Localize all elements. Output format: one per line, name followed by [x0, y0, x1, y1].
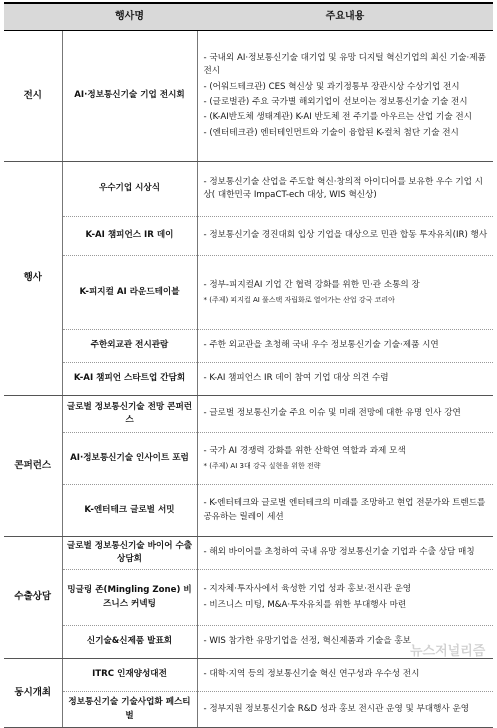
- event-name: AI·정보통신기술 인사이트 포럼: [62, 433, 197, 485]
- content-line: - 글로벌 정보통신기술 주요 이슈 및 미래 전망에 대한 유명 인사 강연: [203, 408, 461, 419]
- content-line: - 지자체·투자사에서 육성한 기업 성과 홍보·전시관 운영: [203, 584, 412, 595]
- category-cell: 동시개최: [4, 659, 62, 728]
- header-event-name: 행사명: [62, 3, 197, 31]
- event-content: [197, 570, 493, 626]
- event-name: 글로벌 정보통신기술 전망 콘퍼런스: [62, 396, 197, 433]
- table-row: [4, 256, 493, 330]
- table-row: [4, 217, 493, 256]
- event-name: 주한외교관 전시관람: [62, 330, 197, 363]
- content-line: - K-엔터테크와 글로벌 엔터테크의 미래를 조망하고 현업 전문가와 트렌드를 공유하는 릴레이 세션: [203, 498, 486, 522]
- table-row: [4, 396, 493, 433]
- event-name: K-AI 챔피언 스타트업 간담회: [62, 363, 197, 396]
- content-line: - 대학·지역 등의 정보통신기술 혁신 연구성과 우수성 전시: [203, 669, 420, 680]
- table-row: [4, 537, 493, 570]
- event-name: 밍글링 존(Mingling Zone) 비즈니스 커넥팅: [62, 570, 197, 626]
- event-content: [197, 433, 493, 485]
- content-line: - 정보통신기술 경진대회 입상 기업을 대상으로 민관 합동 투자유치(IR) 행사: [203, 230, 488, 241]
- event-name: 우수기업 시상식: [62, 162, 197, 217]
- category-cell: 전시: [4, 31, 62, 162]
- category-cell: 콘퍼런스: [4, 396, 62, 537]
- event-content: [197, 330, 493, 363]
- event-content: [197, 162, 493, 217]
- table-row: [4, 485, 493, 537]
- content-line: - 국가 AI 경쟁력 강화를 위한 산학연 역할과 과제 모색: [203, 446, 406, 457]
- event-name: K-피지컬 AI 라운드테이블: [62, 256, 197, 330]
- event-name: 글로벌 정보통신기술 바이어 수출상담회: [62, 537, 197, 570]
- event-content: [197, 363, 493, 396]
- content-line: - 정보통신기술 산업을 주도할 혁신·창의적 아이디어를 보유한 우수 기업 시상( 대한민국 ImpaCT-ech 대상, WIS 혁신상): [203, 176, 483, 200]
- content-line: - (K-AI반도체 생태계관) K-AI 반도체 전 주기를 아우르는 산업 기술 전시: [203, 112, 472, 123]
- content-line: - 주한 외교관을 초청해 국내 우수 정보통신기술 기술·제품 시연: [203, 340, 439, 351]
- event-content: [197, 485, 493, 537]
- content-line: - (어워드테크관) CES 혁신상 및 과기정통부 장관시상 수상기업 전시: [203, 81, 460, 92]
- table-row: [4, 363, 493, 396]
- event-content: [197, 537, 493, 570]
- event-name: 신기술&신제품 발표회: [62, 626, 197, 659]
- content-line: - K-AI 챔피언스 IR 데이 참여 기업 대상 의견 수렴: [203, 373, 389, 384]
- event-name: 정보통신기술 기술사업화 페스티벌: [62, 692, 197, 728]
- table-row: [4, 31, 493, 162]
- event-content: [197, 31, 493, 162]
- content-line: - (글로벌관) 주요 국가별 해외기업이 선보이는 정보통신기술 기술 전시: [203, 97, 468, 107]
- header-row: [4, 3, 493, 31]
- content-line: - 해외 바이어를 초청하여 국내 유망 정보통신기술 기업과 수출 상담 매칭: [203, 547, 475, 558]
- events-table: [4, 2, 493, 728]
- content-line: - (엔터테크관) 엔터테인먼트와 기술이 융합된 K-컬처 첨단 기술 전시: [203, 127, 459, 138]
- content-line: - WIS 참가한 유망기업을 선정, 혁신제품과 기술을 홍보: [203, 636, 411, 647]
- event-name: K-엔터테크 글로벌 서밋: [62, 485, 197, 537]
- event-content: [197, 659, 493, 692]
- content-line: - 정부지원 정보통신기술 R&D 성과 홍보 전시관 운영 및 부대행사 운영: [203, 703, 470, 714]
- table-row: [4, 659, 493, 692]
- category-cell: 행사: [4, 162, 62, 396]
- event-content: [197, 256, 493, 330]
- category-cell: 수출상담: [4, 537, 62, 659]
- content-note: * (주제) AI 3대 강국 실현을 위한 전략: [203, 461, 321, 470]
- event-content: [197, 217, 493, 256]
- content-note: * (주제) 피지컬 AI 풀스택 자립화로 열어가는 산업 강국 코리아: [203, 295, 395, 304]
- content-line: - 비즈니스 미팅, M&A·투자유치를 위한 부대행사 마련: [203, 599, 407, 610]
- header-col1: [4, 3, 62, 31]
- table-row: [4, 433, 493, 485]
- table-row: [4, 162, 493, 217]
- content-line: - 국내외 AI·정보통신기술 대기업 및 유망 디지털 혁신기업의 최신 기술·제품 전시: [203, 53, 486, 77]
- event-name: K-AI 챔피언스 IR 데이: [62, 217, 197, 256]
- watermark-logo: 뉴스저널리즘: [410, 644, 486, 659]
- event-name: ITRC 인재양성대전: [62, 659, 197, 692]
- header-content: 주요내용: [197, 3, 493, 31]
- event-content: [197, 396, 493, 433]
- content-line: - 정부-피지컬AI 기업 간 협력 강화를 위한 민·관 소통의 장: [203, 280, 420, 291]
- table-row: [4, 330, 493, 363]
- event-name: AI·정보통신기술 기업 전시회: [62, 31, 197, 162]
- table-row: [4, 570, 493, 626]
